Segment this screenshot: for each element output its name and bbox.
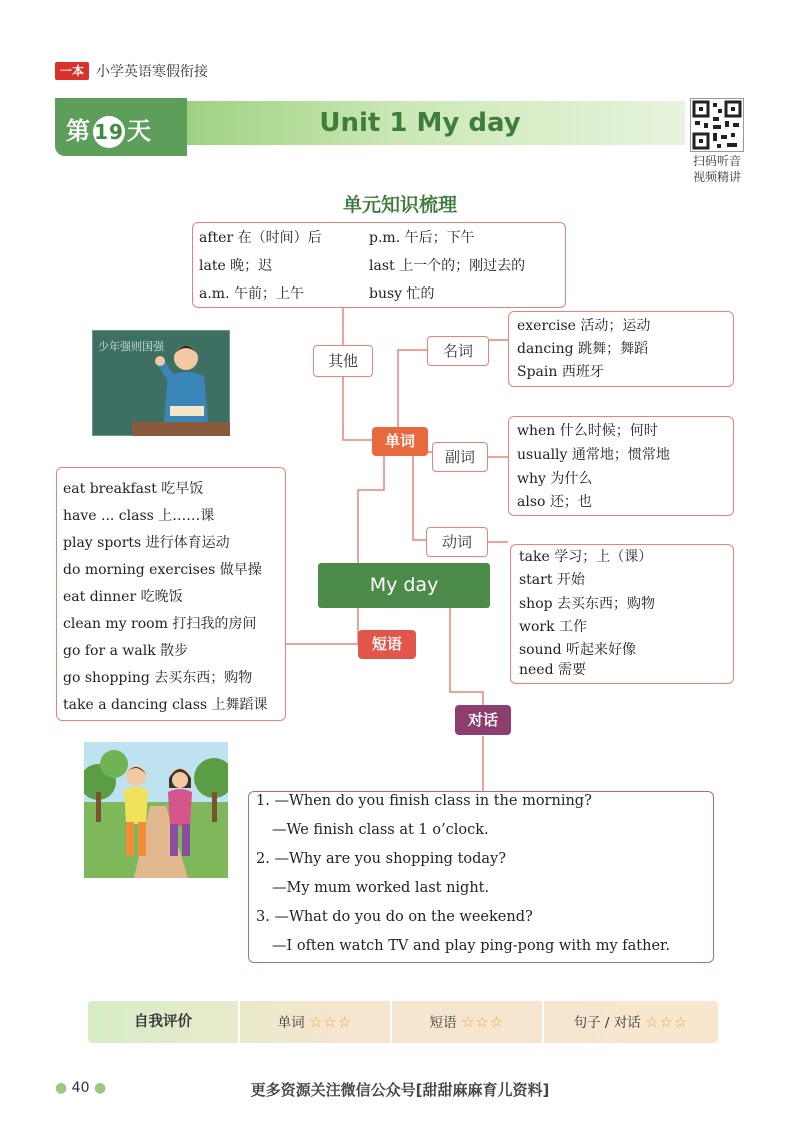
- section-title: 单元知识梳理: [342, 194, 457, 216]
- node-phrases: 短语: [358, 630, 416, 659]
- adverb-word: usually 通常地；惯常地: [517, 447, 670, 463]
- other-word: late 晚；迟: [199, 258, 273, 274]
- verb-word: sound 听起来好像: [519, 642, 637, 658]
- verb-word: need 需要: [519, 662, 586, 678]
- day-number: 19: [93, 116, 125, 148]
- phrase-item: eat breakfast 吃早饭: [63, 481, 204, 497]
- verb-word: shop 去买东西；购物: [519, 596, 656, 612]
- noun-word: exercise 活动；运动: [517, 318, 651, 334]
- evaluation-phrases-label: 短语: [429, 1015, 457, 1031]
- star-rating-icon[interactable]: ☆☆☆: [308, 1013, 353, 1031]
- node-words: 单词: [372, 427, 428, 456]
- dialogue-line: —My mum worked last night.: [272, 880, 490, 896]
- evaluation-label: 自我评价: [134, 1014, 192, 1030]
- day-suffix: 天: [127, 117, 152, 145]
- phrase-item: go shopping 去买东西；购物: [63, 670, 253, 686]
- noun-word: dancing 跳舞；舞蹈: [517, 341, 649, 357]
- kids-illustration: [84, 742, 228, 878]
- other-word: a.m. 午前；上午: [199, 286, 304, 302]
- phrase-item: do morning exercises 做早操: [63, 562, 262, 578]
- dialogue-line: 3. —What do you do on the weekend?: [256, 909, 533, 925]
- category-nouns: 名词: [427, 336, 489, 366]
- day-prefix: 第: [66, 117, 91, 145]
- category-other: 其他: [313, 345, 373, 377]
- evaluation-phrases: [392, 1001, 542, 1043]
- evaluation-words: [240, 1001, 390, 1043]
- adverb-word: when 什么时候；何时: [517, 423, 658, 439]
- brand-logo: 一本: [55, 62, 89, 80]
- teacher-illustration: [92, 330, 230, 436]
- unit-title: Unit 1 My day: [319, 108, 521, 138]
- other-word: busy 忙的: [369, 286, 435, 302]
- phrase-item: go for a walk 散步: [63, 643, 189, 659]
- node-dialogue: 对话: [455, 705, 511, 735]
- category-adverbs: 副词: [432, 442, 488, 472]
- verb-word: start 开始: [519, 572, 585, 588]
- other-word: p.m. 午后；下午: [369, 230, 475, 246]
- qr-caption-line1: 扫码听音: [692, 154, 741, 168]
- phrase-item: clean my room 打扫我的房间: [63, 616, 257, 632]
- page-number: ● 40 ●: [55, 1080, 107, 1096]
- evaluation-sentences-label: 句子 / 对话: [573, 1015, 641, 1031]
- verb-word: take 学习；上（课）: [519, 549, 653, 565]
- phrase-item: eat dinner 吃晚饭: [63, 589, 183, 605]
- dialogue-line: —We finish class at 1 o’clock.: [272, 822, 489, 838]
- brand-text: 小学英语寒假衔接: [96, 64, 208, 80]
- phrase-item: play sports 进行体育运动: [63, 535, 230, 551]
- page-number-value: 40: [71, 1080, 90, 1096]
- phrase-item: have ... class 上……课: [63, 508, 215, 524]
- star-rating-icon[interactable]: ☆☆☆: [645, 1013, 689, 1031]
- category-verbs: 动词: [426, 527, 488, 557]
- dialogue-line: 1. —When do you finish class in the morning?: [256, 793, 592, 809]
- evaluation-words-label: 单词: [277, 1015, 305, 1031]
- dialogue-line: 2. —Why are you shopping today?: [256, 851, 507, 867]
- qr-caption-line2: 视频精讲: [692, 170, 741, 184]
- other-word: last 上一个的；刚过去的: [369, 258, 526, 274]
- adverb-word: also 还；也: [517, 494, 592, 510]
- adverb-word: why 为什么: [517, 471, 593, 487]
- dialogue-line: —I often watch TV and play ping-pong with my father.: [272, 938, 670, 954]
- phrase-item: take a dancing class 上舞蹈课: [63, 697, 268, 713]
- evaluation-sentences: [544, 1001, 718, 1043]
- illustration-caption: 少年强则国强: [98, 340, 164, 353]
- other-word: after 在（时间）后: [199, 230, 322, 246]
- footer-text: 更多资源关注微信公众号[甜甜麻麻育儿资料]: [250, 1081, 550, 1099]
- verb-word: work 工作: [519, 619, 588, 635]
- noun-word: Spain 西班牙: [517, 364, 604, 380]
- star-rating-icon[interactable]: ☆☆☆: [460, 1013, 505, 1031]
- center-node: My day: [318, 563, 490, 608]
